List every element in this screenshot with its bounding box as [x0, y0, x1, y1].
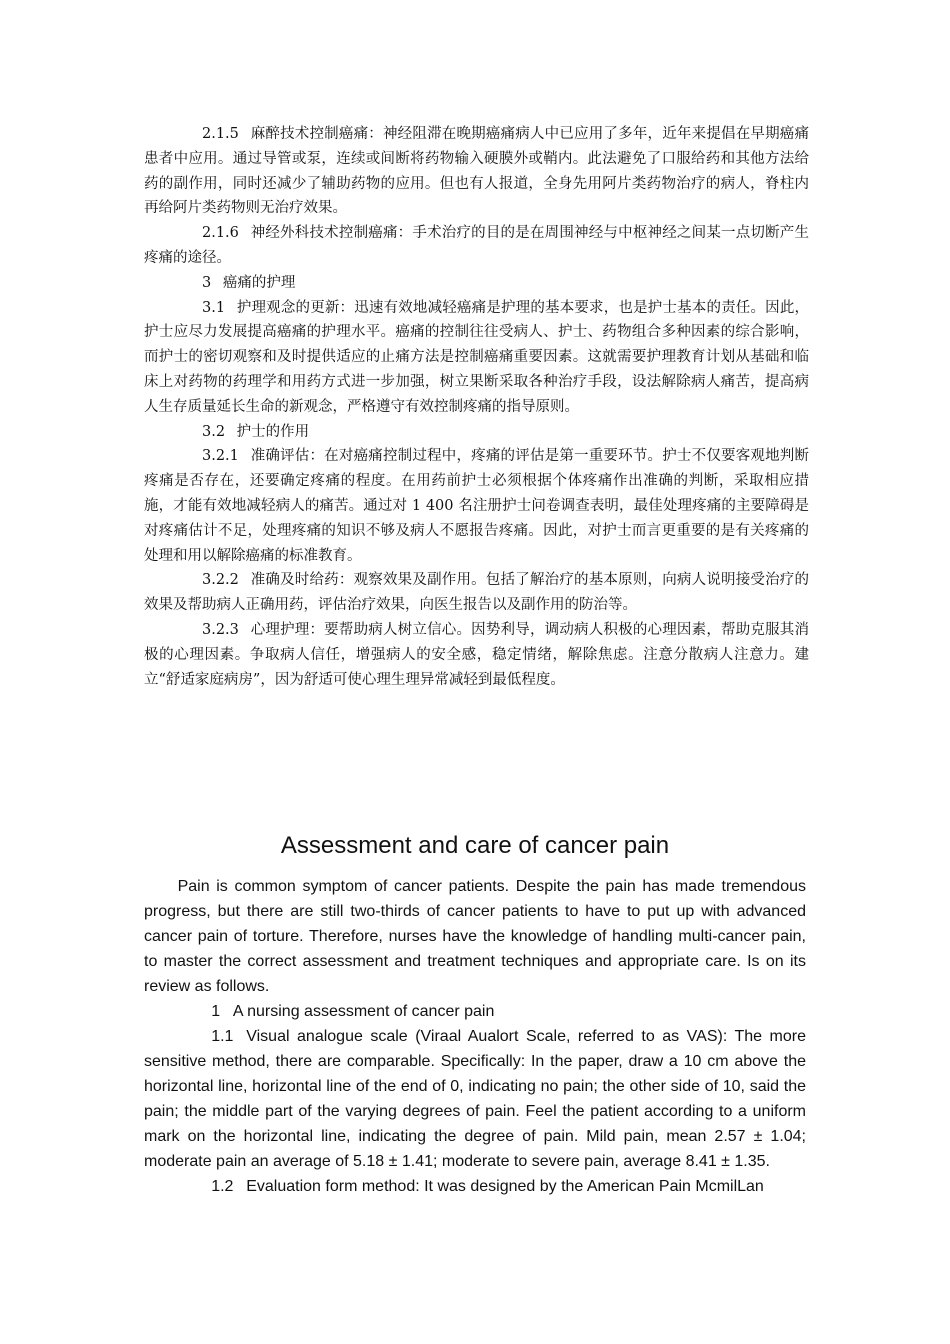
paragraph-text: 神经外科技术控制癌痛：手术治疗的目的是在周围神经与中枢神经之间某一点切断产生疼痛的途径。	[144, 225, 809, 266]
heading-1	[144, 999, 806, 1024]
section-number: 1.1	[211, 1028, 234, 1045]
page-title: Assessment and care of cancer pain	[280, 832, 670, 859]
paragraph-text: 准确评估：在对癌痛控制过程中，疼痛的评估是第一重要环节。护士不仅要客观地判断疼痛是否存在，还要确定疼痛的程度。在用药前护士必须根据个体疼痛作出准确的判断，采取相应措施，才能有效地减轻病人的痛苦。通过对 1 400 名注册护士问卷调查表明，最佳处理疼痛的主要障碍是对疼痛估计不足，处理疼痛的知识不够及病人不愿报告疼痛。因此，对护士而言更重要的是有关疼痛的处理和用以解除癌痛的标准教育。	[144, 448, 809, 564]
section-number: 1.2	[211, 1178, 234, 1195]
section-number: 1	[211, 1003, 221, 1020]
section-number: 3.2	[202, 423, 226, 440]
paragraph-text: 心理护理：要帮助病人树立信心。因势利导，调动病人积极的心理因素，帮助克服其消极的心理因素。争取病人信任，增强病人的安全感，稳定情绪，解除焦虑。注意分散病人注意力。建立“舒适家庭病房”，因为舒适可使心理生理异常减轻到最低程度。	[144, 621, 809, 688]
paragraph-text: 麻醉技术控制癌痛：神经阻滞在晚期癌痛病人中已应用了多年，近年来提倡在早期癌痛患者中应用。通过导管或泵，连续或间断将药物输入硬膜外或鞘内。此法避免了口服给药和其他方法给药的副作用，同时还减少了辅助药物的应用。但也有人报道，全身先用阿片类药物治疗的病人，脊柱内再给阿片类药物则无治疗效果。	[144, 126, 809, 217]
paragraph-1-1	[144, 1024, 806, 1174]
paragraph-3-2-2	[144, 568, 809, 618]
section-number: 2.1.5	[202, 126, 239, 142]
section-number: 3.2.2	[202, 572, 239, 589]
paragraph-2-1-5	[144, 122, 809, 221]
section-number: 3.2.3	[202, 621, 239, 638]
paragraph-text: 护理观念的更新：迅速有效地减轻癌痛是护理的基本要求，也是护士基本的责任。因此，护士应尽力发展提高癌痛的护理水平。癌痛的控制往往受病人、护士、药物组合多种因素的综合影响，而护士的密切观察和及时提供适应的止痛方法是控制癌痛重要因素。这就需要护理教育计划从基础和临床上对药物的药理学和用药方式进一步加强，树立果断采取各种治疗手段，设法解除病人痛苦，提高病人生存质量延长生命的新观念，严格遵守有效控制疼痛的指导原则。	[144, 299, 809, 415]
paragraph-1-2	[144, 1174, 806, 1199]
paragraph-text: Evaluation form method: It was designed by the American Pain McmilLan	[246, 1178, 764, 1195]
heading-text: 癌痛的护理	[222, 274, 296, 291]
heading-3-2	[144, 420, 809, 445]
english-section	[144, 830, 806, 1199]
paragraph-text: Visual analogue scale (Viraal Aualort Scale, referred to as VAS): The more sensitive method, there are comparable. Specifically: In the paper, draw a 10 cm above the horizontal line, horizontal line of the end of 0, indicating no pain; the other side of 10, said the pain; the middle part of the varying degrees of pain. Feel the patient according to a uniform mark on the horizontal line, indicating the degree of pain. Mild pain, mean 2.57 ± 1.04; moderate pain an average of 5.18 ± 1.41; moderate to severe pain, average 8.41 ± 1.35.	[144, 1028, 806, 1170]
heading-text: 护士的作用	[236, 423, 310, 440]
paragraph-3-2-1	[144, 444, 809, 568]
section-number: 3.1	[202, 299, 226, 316]
section-number: 3	[202, 274, 212, 291]
section-number: 3.2.1	[202, 448, 239, 465]
paragraph-text: 准确及时给药：观察效果及副作用。包括了解治疗的基本原则，向病人说明接受治疗的效果及帮助病人正确用药，评估治疗效果，向医生报告以及副作用的防治等。	[144, 572, 809, 614]
heading-text: A nursing assessment of cancer pain	[232, 1003, 495, 1020]
chinese-section	[144, 122, 809, 692]
heading-3	[144, 271, 809, 296]
abstract-paragraph	[144, 874, 806, 999]
paragraph-3-2-3	[144, 618, 809, 692]
paragraph-2-1-6	[144, 221, 809, 271]
paragraph-3-1	[144, 296, 809, 420]
paragraph-text: Pain is common symptom of cancer patients. Despite the pain has made tremendous progress, but there are still two-thirds of cancer patients to have to put up with advanced cancer pain of torture. Therefore, nurses have the knowledge of handling multi-cancer pain, to master the correct assessment and treatment techniques and appropriate care. Is on its review as follows.	[144, 878, 806, 995]
section-number: 2.1.6	[202, 225, 239, 242]
